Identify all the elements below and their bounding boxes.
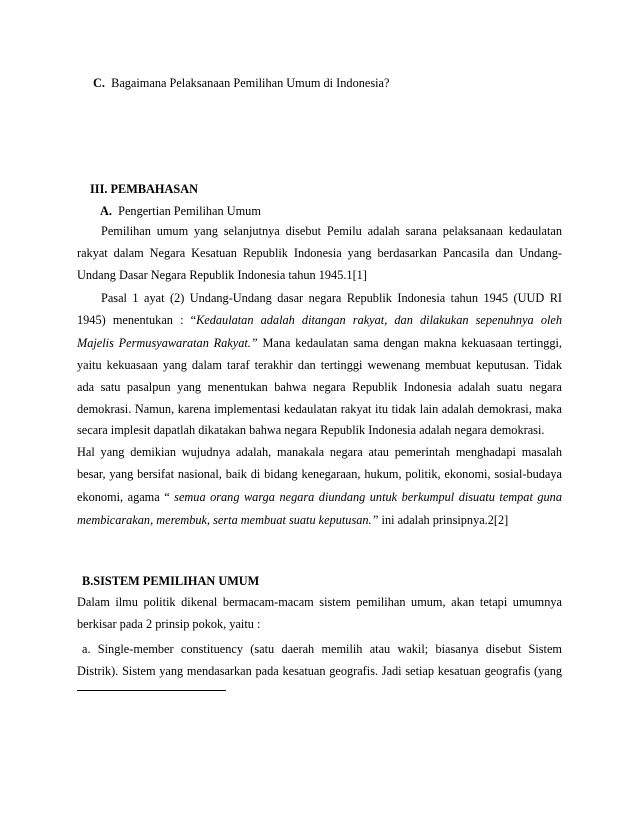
para3-line4 (77, 513, 508, 528)
para2-line3-rest: Mana kedaulatan sama dengan makna kekuasaan tertinggi, (257, 336, 563, 350)
section-b-heading: B.SISTEM PEMILIHAN UMUM (82, 574, 260, 588)
para2-line3 (77, 336, 562, 351)
para4-line1: Dalam ilmu politik dikenal bermacam-macam sistem pemilihan umum, akan tetapi umumnya (77, 595, 562, 609)
para3-line3 (77, 490, 562, 505)
section-c-letter: C. (93, 76, 105, 90)
para3-line4-quote: membicarakan, merembuk, serta membuat suatu keputusan.” (77, 513, 379, 527)
para2-line2-quote: Kedaulatan adalah ditangan rakyat, dan dilakukan sepenuhnya oleh (196, 313, 562, 327)
sub-a-heading (100, 204, 261, 219)
para3-line1: Hal yang demikian wujudnya adalah, manakala negara atau pemerintah menghadapi masalah (77, 445, 562, 459)
para3-line2: besar, yang bersifat nasional, baik di bidang kenegaraan, hukum, politik, ekonomi, sosial-budaya (77, 467, 562, 481)
para3-line3-start: ekonomi, agama “ (77, 490, 175, 504)
sub-a-letter: A. (100, 204, 112, 218)
sub-a-text: Pengertian Pemilihan Umum (118, 204, 261, 218)
para2-line5: ada satu pasalpun yang menentukan bahwa negara Republik Indonesia adalah suatu negara (77, 380, 562, 394)
para2-line2-start: 1945) menentukan : “ (77, 313, 197, 327)
para2-line2 (77, 313, 562, 328)
para2-line6: demokrasi. Namun, karena implementasi kedaulatan rakyat itu tidak lain adalah demokrasi, maka (77, 402, 562, 416)
para1-line3: Undang Dasar Negara Republik Indonesia tahun 1945.1[1] (77, 268, 367, 282)
para5-line1: a. Single-member constituency (satu daerah memilih atau wakil; biasanya disebut Sistem (82, 642, 562, 656)
para3-line4-rest: ini adalah prinsipnya.2[2] (378, 513, 509, 527)
para2-line7: secara implesit dapatlah dikatakan bahwa negara Republik Indonesia adalah negara demokrasi. (77, 423, 545, 437)
section-c-text: Bagaimana Pelaksanaan Pemilihan Umum di Indonesia? (111, 76, 390, 90)
para4-line2: berkisar pada 2 prinsip pokok, yaitu : (77, 617, 261, 631)
para1-line1: Pemilihan umum yang selanjutnya disebut Pemilu adalah sarana pelaksanaan kedaulatan (101, 224, 562, 238)
para2-line1: Pasal 1 ayat (2) Undang-Undang dasar negara Republik Indonesia tahun 1945 (UUD RI (101, 291, 562, 305)
footnote-separator (77, 690, 226, 691)
para2-line3-quote: Majelis Permusyawaratan Rakyat.” (77, 336, 258, 350)
para2-line4: yaitu kekuasaan yang dalam taraf terakhir dan tertinggi wewenang membuat keputusan. Tidak (77, 358, 562, 372)
para1-line2: rakyat dalam Negara Kesatuan Republik Indonesia yang berdasarkan Pancasila dan Undang- (77, 246, 562, 260)
section-3-heading: III. PEMBAHASAN (90, 182, 198, 196)
section-c-question (93, 76, 389, 91)
para5-line2: Distrik). Sistem yang mendasarkan pada kesatuan geografis. Jadi setiap kesatuan geografis (yang (77, 664, 562, 678)
para3-line3-quote: semua orang warga negara diundang untuk berkumpul disuatu tempat guna (174, 490, 562, 504)
